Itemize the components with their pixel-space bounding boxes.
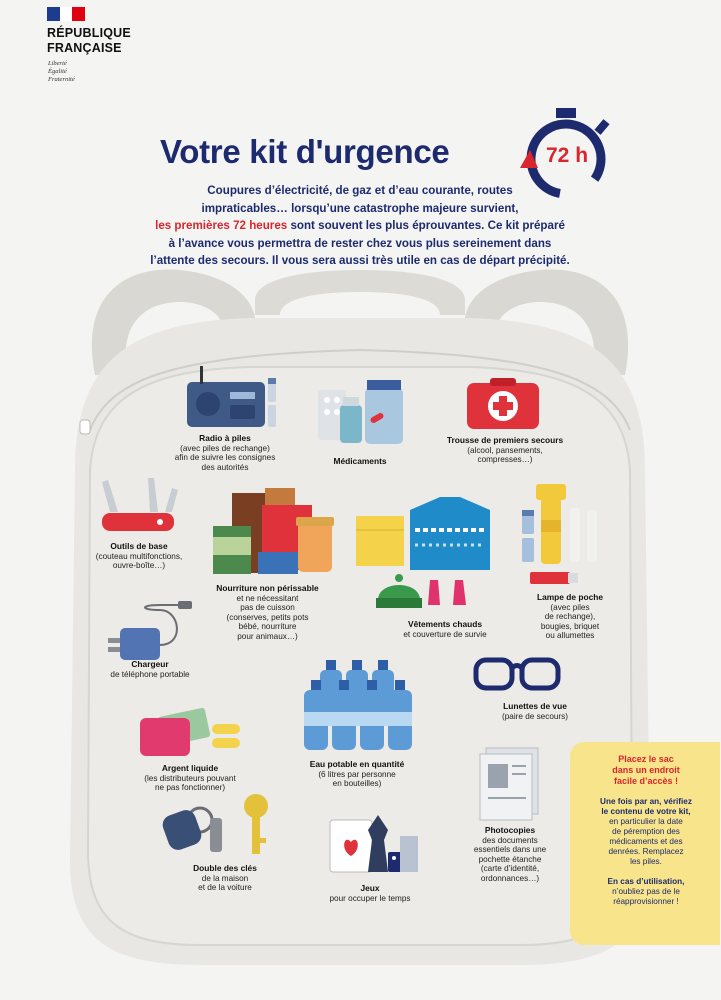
- item-desc: pas de cuisson: [240, 603, 295, 612]
- item-desc: (les distributeurs pouvant: [144, 773, 236, 783]
- item-desc: et de la voiture: [198, 883, 252, 892]
- timer-label: 72 h: [546, 144, 589, 167]
- french-flag-logo: [47, 7, 85, 21]
- item-title: Eau potable en quantité: [309, 759, 405, 769]
- item-title: Double des clés: [193, 863, 257, 873]
- item-desc: ne pas fonctionner): [154, 783, 226, 792]
- item-desc: ouvre-boîte…): [112, 561, 166, 570]
- item-desc: bébé, nourriture: [238, 622, 297, 631]
- item-desc: (6 litres par personne: [318, 769, 396, 779]
- item-desc: (avec piles: [550, 602, 590, 612]
- item-flashlight: [515, 593, 625, 641]
- item-desc: de téléphone portable: [110, 669, 190, 679]
- item-title: Nourriture non périssable: [216, 583, 319, 593]
- item-desc: ou allumettes: [545, 631, 595, 640]
- item-desc: (alcool, pansements,: [467, 445, 543, 455]
- intro-line: [120, 217, 600, 235]
- intro-text: [120, 182, 600, 270]
- intro-line: impraticables… lorsqu’une catastrophe majeure survient,: [201, 201, 519, 215]
- item-water: [292, 760, 422, 789]
- note-heading-line: Placez le sac: [618, 754, 674, 764]
- item-radio: [160, 434, 290, 472]
- note-line: réapprovisionner !: [613, 897, 679, 906]
- item-keys: [170, 864, 280, 893]
- item-desc: des documents: [482, 835, 538, 845]
- note-bold-line: le contenu de votre kit,: [601, 807, 691, 816]
- item-games: [305, 884, 435, 903]
- intro-line: l’attente des secours. Il vous sera aussi très utile en cas de départ précipité.: [150, 254, 570, 268]
- item-photocopies: [455, 826, 565, 883]
- item-desc: essentiels dans une: [473, 845, 547, 854]
- note-line: en particulier la date: [609, 817, 683, 826]
- item-warm-clothes: [380, 620, 510, 639]
- note-paragraph-1: [584, 797, 708, 867]
- item-desc: compresses…): [477, 455, 533, 464]
- motto-fraternite: Fraternité: [48, 76, 75, 83]
- document-copies-icon: [480, 748, 538, 820]
- item-title: Photocopies: [484, 825, 536, 835]
- item-title: Lunettes de vue: [503, 701, 567, 711]
- item-title: Chargeur: [131, 659, 169, 669]
- item-desc: (conserves, petits pots: [226, 612, 309, 622]
- note-line: de péremption des: [612, 827, 680, 836]
- intro-line: à l’avance vous permettra de rester chez vous plus sereinement dans: [168, 236, 552, 250]
- note-heading-line: facile d’accès !: [613, 776, 679, 786]
- item-desc: des autorités: [201, 462, 249, 472]
- item-glasses: [480, 702, 590, 721]
- motto-liberte: Liberté: [48, 60, 67, 67]
- item-desc: pour animaux…): [237, 631, 298, 641]
- item-desc: pochette étanche: [478, 854, 542, 864]
- note-paragraph-2: [584, 877, 708, 907]
- item-title: Outils de base: [110, 541, 168, 551]
- item-first-aid: [430, 436, 580, 465]
- republic-name-line1: RÉPUBLIQUE: [47, 26, 131, 40]
- item-title: Argent liquide: [161, 763, 219, 773]
- item-desc: bougies, briquet: [540, 621, 600, 631]
- item-desc: et ne nécessitant: [236, 593, 299, 603]
- item-medicaments: [310, 457, 410, 467]
- item-title: Lampe de poche: [536, 592, 604, 602]
- item-desc: de la maison: [201, 873, 249, 883]
- item-tools: [84, 542, 194, 571]
- item-food: [205, 584, 330, 641]
- item-desc: (carte d’identité,: [480, 864, 540, 873]
- motto-egalite: Égalité: [48, 68, 67, 75]
- item-title: Médicaments: [333, 456, 387, 466]
- note-bold-line: En cas d’utilisation,: [607, 877, 685, 886]
- item-desc: pour occuper le temps: [329, 893, 411, 903]
- item-desc: en bouteilles): [332, 779, 382, 788]
- item-desc: (couteau multifonctions,: [95, 551, 183, 561]
- item-desc: de rechange),: [544, 612, 596, 621]
- page-title: Votre kit d'urgence: [160, 133, 450, 170]
- item-title: Trousse de premiers secours: [446, 435, 564, 445]
- first-aid-kit-icon: [467, 378, 539, 429]
- intro-highlight: les premières 72 heures: [155, 219, 288, 233]
- intro-line-rest: sont souvent les plus éprouvantes. Ce kit préparé: [287, 219, 565, 233]
- note-bold-line: Une fois par an, vérifiez: [600, 797, 692, 806]
- note-line: les piles.: [630, 857, 662, 866]
- item-charger: [90, 660, 210, 679]
- republic-name-line2: FRANÇAISE: [47, 41, 122, 55]
- item-cash: [120, 764, 260, 793]
- reminder-note: [570, 742, 720, 945]
- item-desc: (avec piles de rechange): [180, 443, 270, 453]
- note-line: n’oubliez pas de le: [612, 887, 680, 896]
- intro-line: Coupures d’électricité, de gaz et d’eau courante, routes: [207, 184, 513, 197]
- item-title: Radio à piles: [199, 433, 251, 443]
- item-desc: et couverture de survie: [403, 629, 487, 639]
- item-desc: (paire de secours): [502, 711, 568, 721]
- item-title: Jeux: [360, 883, 380, 893]
- item-desc: ordonnances…): [480, 873, 540, 883]
- item-desc: afin de suivre les consignes: [174, 453, 276, 462]
- note-heading: [584, 754, 708, 787]
- note-heading-line: dans un endroit: [612, 765, 680, 775]
- note-line: denrées. Remplacez: [608, 847, 684, 856]
- note-line: médicaments et des: [609, 837, 683, 846]
- item-title: Vêtements chauds: [407, 619, 482, 629]
